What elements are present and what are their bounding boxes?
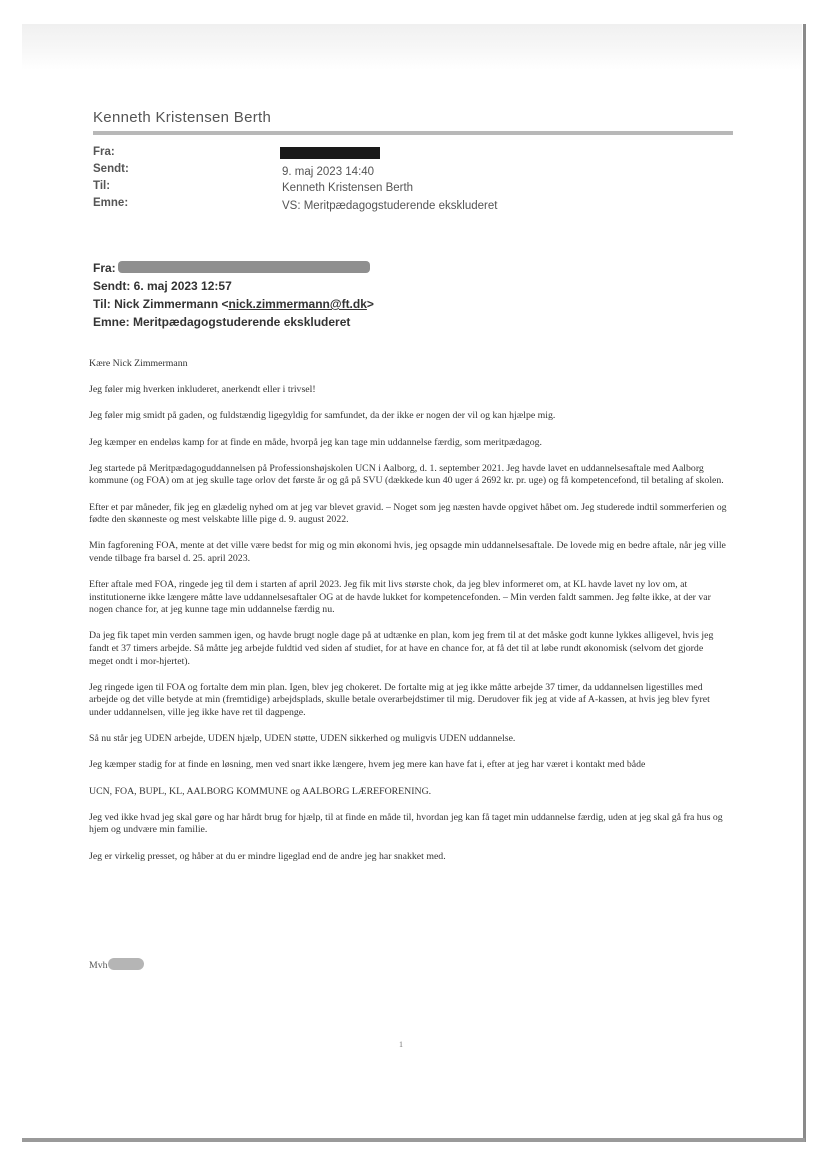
scan-edge-right — [803, 24, 806, 1142]
forwarded-from-label: Fra: — [93, 261, 116, 275]
body-paragraph: Da jeg fik tapet min verden sammen igen, og havde brugt nogle dage på at udtænke en plan, kom jeg frem til at det måske godt kunne lykkes alligevel, hvis jeg fandt et 37 timers arbejde. Så måtte jeg arbejde fuldtid ved siden af studiet, for at have en chance for, at få det til at løbe rundt økonomisk (selvom det gjorde meget ondt i mor-hjertet). — [89, 630, 714, 667]
from-redaction — [280, 147, 380, 159]
body-paragraph: Jeg føler mig hverken inkluderet, anerkendt eller i trivsel! — [89, 384, 316, 396]
subject-value: VS: Meritpædagogstuderende ekskluderet — [282, 200, 498, 212]
body-paragraph: Jeg ved ikke hvad jeg skal gøre og har hårdt brug for hjælp, til at finde en måde til, hvordan jeg kan få taget min uddannelse færdig, uden at jeg skal gå fra hus og hjem og undvære min familie. — [89, 811, 723, 836]
forwarded-from-redaction — [118, 261, 370, 273]
body-paragraph: Efter aftale med FOA, ringede jeg til dem i starten af april 2023. Jeg fik mit livs største chok, da jeg blev informeret om, at KL havde lavet ny lov om, at institutionerne ikke længere måtte lave uddannelsesaftaler OG at de havde lukket for kompetencefonden. – Min verden faldt sammen. Jeg følte ikke, at der var nogen chance for, at jeg kunne tage min uddannelse færdig nu. — [89, 579, 711, 616]
body-paragraph: Jeg ringede igen til FOA og fortalte dem min plan. Igen, blev jeg chokeret. De fortalte mig at jeg ikke måtte arbejde 37 timer, da uddannelsen ligestilles med arbejde og det ville betyde at min (fremtidige) arbejdsplads, skulle betale overarbejdstimer til mig. Derudover fik jeg at vide af A-kassen, at hvis jeg blev fyret under uddannelsen, ville jeg ikke have ret til dagpenge. — [89, 681, 710, 719]
sent-label: Sendt: — [93, 163, 129, 175]
signoff: Mvh — [89, 960, 108, 971]
forwarded-to — [93, 297, 374, 311]
forwarded-to-email-link[interactable]: nick.zimmermann@ft.dk — [228, 297, 367, 311]
header-divider — [93, 131, 733, 135]
body-paragraph: Jeg føler mig smidt på gaden, og fuldstændig ligegyldig for samfundet, da der ikke er nogen der vil og kan hjælpe mig. — [89, 410, 556, 422]
scan-shadow-top — [22, 24, 802, 70]
body-paragraph: Min fagforening FOA, mente at det ville være bedst for mig og min økonomi hvis, jeg opsagde min uddannelsesaftale. De lovede mig en bedre aftale, når jeg ville vende tilbage fra barsel d. 25. april 2023. — [89, 540, 726, 564]
page-number: 1 — [399, 1040, 403, 1049]
sent-value: 9. maj 2023 14:40 — [282, 166, 375, 178]
salutation: Kære Nick Zimmermann — [89, 358, 188, 369]
mailbox-owner-name: Kenneth Kristensen Berth — [93, 109, 272, 126]
body-paragraph: UCN, FOA, BUPL, KL, AALBORG KOMMUNE og AALBORG LÆREFORENING. — [89, 785, 432, 797]
body-paragraph: Efter et par måneder, fik jeg en glædelig nyhed om at jeg var blevet gravid. – Noget som jeg næsten havde opgivet håbet om. Jeg studerede indtil sommerferien og fødte den skønneste og mest velskabte lille pige d. 9. august 2022. — [89, 501, 727, 526]
from-label: Fra: — [93, 146, 115, 158]
body-paragraph: Jeg er virkelig presset, og håber at du er mindre ligeglad end de andre jeg har snakket med. — [89, 850, 446, 862]
body-paragraph: Jeg kæmper en endeløs kamp for at finde en måde, hvorpå jeg kan tage min uddannelse færdig, som meritpædagog. — [89, 436, 542, 448]
signature-redaction — [108, 958, 144, 970]
forwarded-subject: Emne: Meritpædagogstuderende ekskluderet — [93, 315, 351, 329]
forwarded-sent: Sendt: 6. maj 2023 12:57 — [93, 279, 232, 293]
to-label: Til: — [93, 180, 111, 192]
to-value: Kenneth Kristensen Berth — [282, 182, 414, 194]
body-paragraph: Så nu står jeg UDEN arbejde, UDEN hjælp, UDEN støtte, UDEN sikkerhed og muligvis UDEN uddannelse. — [89, 733, 516, 745]
forwarded-to-prefix: Til: Nick Zimmermann < — [93, 297, 229, 311]
scan-edge-bottom — [22, 1138, 805, 1142]
body-paragraph: Jeg kæmper stadig for at finde en løsning, men ved snart ikke længere, hvem jeg mere kan have fat i, efter at jeg har været i kontakt med både — [89, 759, 646, 771]
subject-label: Emne: — [93, 197, 129, 209]
forwarded-to-suffix: > — [366, 297, 374, 311]
forwarded-from — [93, 261, 370, 275]
body-paragraph: Jeg startede på Meritpædagoguddannelsen på Professionshøjskolen UCN i Aalborg, d. 1. september 2021. Jeg havde lavet en uddannelsesaftale med Aalborg kommune (og FOA) om at jeg skulle tage orlov det første år og gå på SVU (dækkede kun 40 uger á 2692 kr. pr. uge) og få kompetencefond, til betaling af skolen. — [89, 462, 724, 487]
letter-body — [89, 358, 729, 877]
signature — [89, 958, 144, 971]
